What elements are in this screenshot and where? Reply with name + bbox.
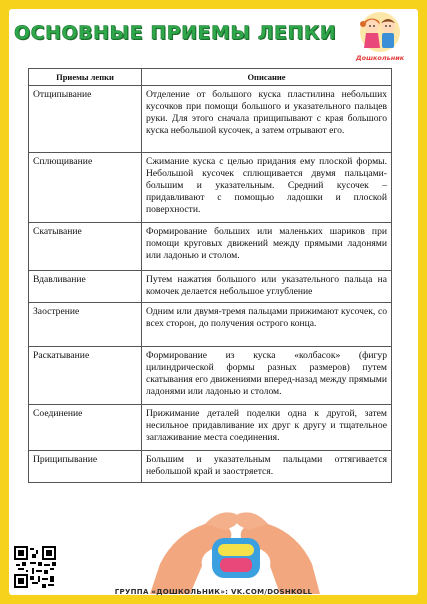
technique-description: Сжимание куска с целью придания ему плоской формы. Небольшой кусочек сплющивается двумя пальцами- большим и указательным. Средний кусочек – придавливают с помощью ладошки и плоской поверхности. bbox=[142, 153, 392, 223]
technique-description: Путем нажатия большого или указательного пальца на комочек делается небольшое углубление bbox=[142, 271, 392, 303]
technique-description: Формирование из куска «колбасок» (фигур цилиндрической формы разных размеров) путем скатывания его движениями вперед-назад между прямыми ладонями или ладонью и столом. bbox=[142, 347, 392, 405]
logo bbox=[352, 10, 408, 66]
column-header-technique: Приемы лепки bbox=[29, 69, 142, 86]
technique-name: Скатывание bbox=[29, 223, 142, 271]
table-row bbox=[29, 303, 392, 347]
table-row bbox=[29, 153, 392, 223]
technique-description: Одним или двумя-тремя пальцами прижимают кусочек, со всех сторон, до получения острого конца. bbox=[142, 303, 392, 347]
table-row bbox=[29, 347, 392, 405]
technique-name: Прищипывание bbox=[29, 451, 142, 483]
technique-description: Большим и указательным пальцами оттягивается небольшой край и заостряется. bbox=[142, 451, 392, 483]
technique-name: Соединение bbox=[29, 405, 142, 451]
table-header-row bbox=[29, 69, 392, 86]
technique-description: Формирование больших или маленьких шариков при помощи круговых движений между прямыми ладонями или ладонью и столом. bbox=[142, 223, 392, 271]
table-row bbox=[29, 405, 392, 451]
logo-text: Дошкольник bbox=[355, 54, 405, 62]
qr-code-icon bbox=[14, 546, 56, 588]
technique-name: Отщипывание bbox=[29, 86, 142, 153]
kids-logo-icon bbox=[352, 10, 408, 56]
table-row bbox=[29, 271, 392, 303]
technique-name: Заострение bbox=[29, 303, 142, 347]
hands-with-clay-illustration bbox=[150, 494, 320, 594]
column-header-description: Описание bbox=[142, 69, 392, 86]
hands-icon bbox=[150, 494, 320, 594]
technique-description: Прижимание деталей поделки одна к другой, затем несильное придавливание их друг к другу и тщательное заглаживание места соединения. bbox=[142, 405, 392, 451]
table-row bbox=[29, 223, 392, 271]
technique-description: Отделение от большого куска пластилина небольших кусочков при помощи большого и указательного пальцев руки. Для этого сначала прищипывают с края большого куска небольшой кусочек, а затем отрывают его. bbox=[142, 86, 392, 153]
table-row bbox=[29, 451, 392, 483]
page-title: ОСНОВНЫЕ ПРИЕМЫ ЛЕПКИ bbox=[14, 22, 337, 44]
table-row bbox=[29, 86, 392, 153]
qr-code[interactable] bbox=[14, 546, 56, 588]
technique-name: Вдавливание bbox=[29, 271, 142, 303]
techniques-table bbox=[28, 68, 392, 483]
footer-group-link[interactable]: ГРУППА «ДОШКОЛЬНИК»: VK.COM/DOSHKOLL bbox=[114, 588, 313, 596]
technique-name: Сплющивание bbox=[29, 153, 142, 223]
technique-name: Раскатывание bbox=[29, 347, 142, 405]
